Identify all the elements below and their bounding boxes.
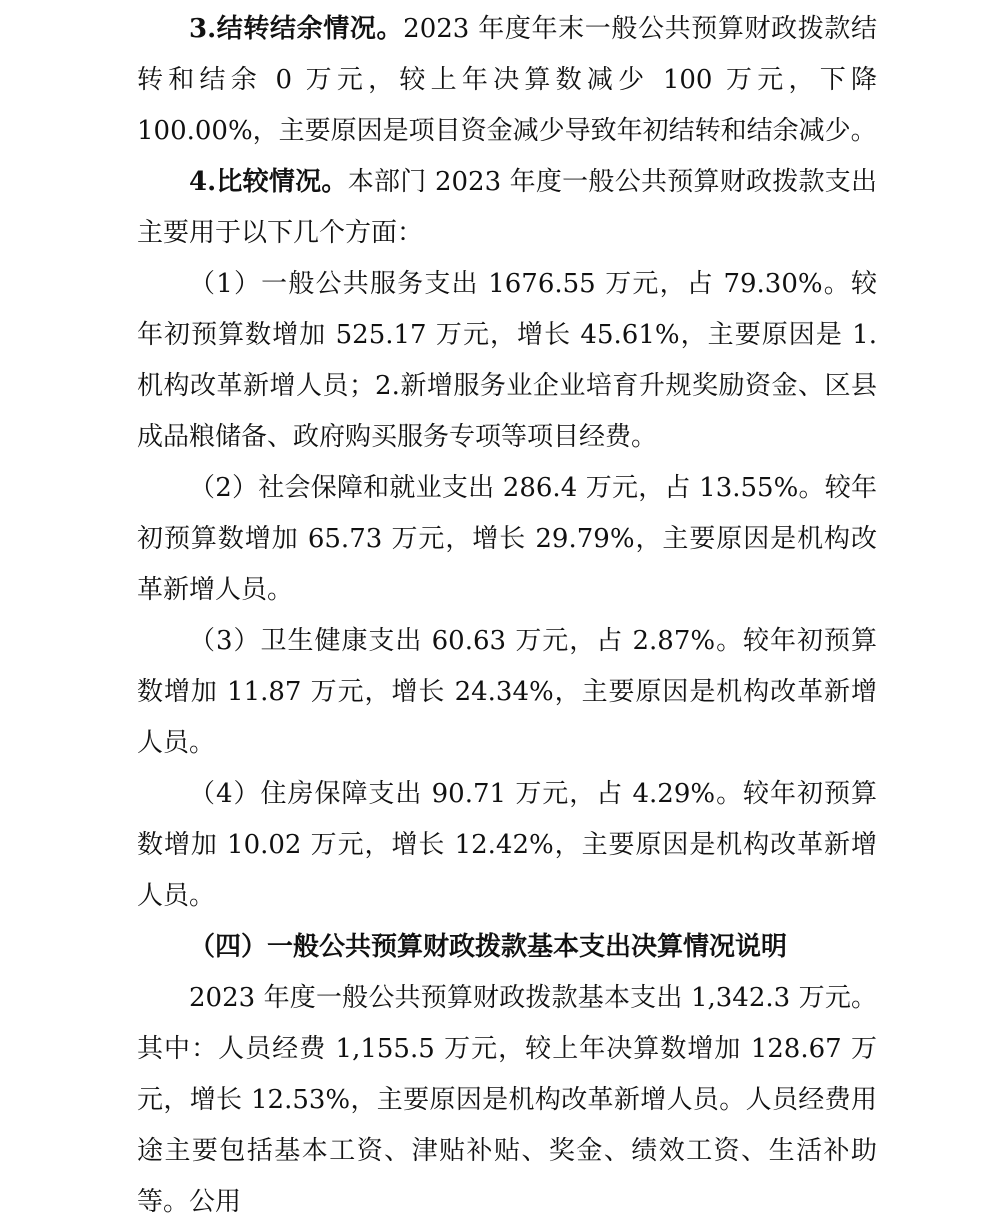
paragraph-body: （2）社会保障和就业支出 286.4 万元，占 13.55%。较年初预算数增加 65.73 万元，增长 29.79%，主要原因是机构改革新增人员。 [137,473,877,605]
paragraph-body: （4）住房保障支出 90.71 万元，占 4.29%。较年初预算数增加 10.02 万元，增长 12.42%，主要原因是机构改革新增人员。 [137,779,877,911]
paragraph-carryover-balance [137,4,877,157]
paragraph-body: 2023 年度一般公共预算财政拨款基本支出 1,342.3 万元。其中：人员经费 1,155.5 万元，较上年决算数增加 128.67 万元，增长 12.53%，主要原因是机构改革新增人员。人员经费用途主要包括基本工资、津贴补贴、奖金、绩效工资、生活补助等。公用 [137,983,877,1217]
paragraph-lead: 3.结转结余情况。 [189,14,404,44]
paragraph-social-security [137,463,877,616]
section-heading-basic-expenditure: （四）一般公共预算财政拨款基本支出决算情况说明 [189,932,788,962]
paragraph-health [137,616,877,769]
paragraph-comparison [137,157,877,259]
paragraph-housing [137,769,877,922]
paragraph-basic-expenditure [137,973,877,1228]
document-body [137,4,877,1228]
paragraph-body: 本部门 2023 年度一般公共预算财政拨款支出主要用于以下几个方面： [137,167,877,248]
paragraph-general-public-services [137,259,877,463]
paragraph-body: 2023 年度年末一般公共预算财政拨款结转和结余 0 万元，较上年决算数减少 100 万元，下降 100.00%，主要原因是项目资金减少导致年初结转和结余减少。 [137,14,877,146]
paragraph-body: （3）卫生健康支出 60.63 万元，占 2.87%。较年初预算数增加 11.87 万元，增长 24.34%，主要原因是机构改革新增人员。 [137,626,877,758]
paragraph-lead: 4.比较情况。 [189,167,348,197]
paragraph-body: （1）一般公共服务支出 1676.55 万元，占 79.30%。较年初预算数增加 525.17 万元，增长 45.61%，主要原因是 1.机构改革新增人员；2.新增服务业企业培育升规奖励资金、区县成品粮储备、政府购买服务专项等项目经费。 [137,269,877,452]
